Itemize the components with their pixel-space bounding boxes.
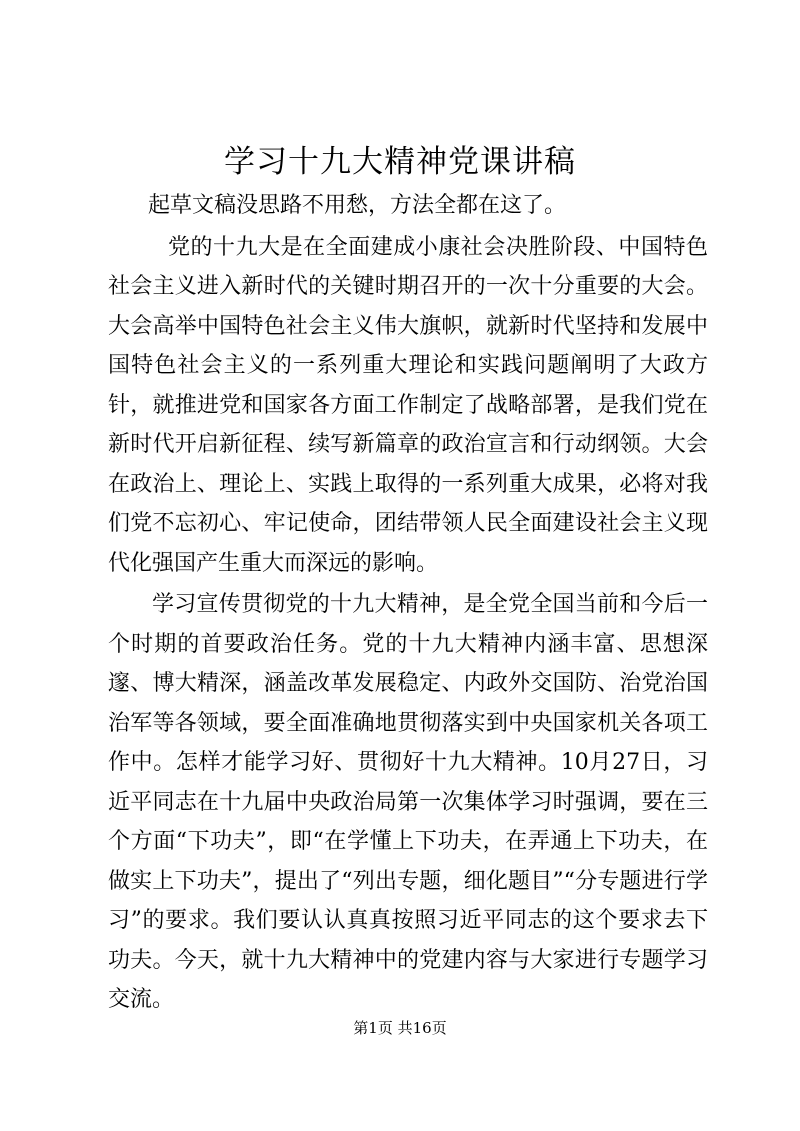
- document-title: 学习十九大精神党课讲稿: [224, 144, 576, 180]
- intro-paragraph: 起草文稿没思路不用愁，方法全都在这了。: [148, 193, 567, 218]
- body-paragraph-2: 学习宣传贯彻党的十九大精神，是全党全国当前和今后一个时期的首要政治任务。党的十九大精神内涵丰富、思想深邃、博大精深，涵盖改革发展稳定、内政外交国防、治党治国治军等各领域，要全面准确地贯彻落实到中央国家机关各项工作中。怎样才能学习好、贯彻好十九大精神。10月27日，习近平同志在十九届中央政治局第一次集体学习时强调，要在三个方面“下功夫”，即“在学懂上下功夫，在弄通上下功夫，在做实上下功夫”，提出了“列出专题，细化题目”“分专题进行学习”的要求。我们要认认真真按照习近平同志的这个要求去下功夫。今天，就十九大精神中的党建内容与大家进行专题学习交流。: [108, 592, 708, 1012]
- body-paragraph-1: 党的十九大是在全面建成小康社会决胜阶段、中国特色社会主义进入新时代的关键时期召开的一次十分重要的大会。大会高举中国特色社会主义伟大旗帜，就新时代坚持和发展中国特色社会主义的一系列重大理论和实践问题阐明了大政方针，就推进党和国家各方面工作制定了战略部署，是我们党在新时代开启新征程、续写新篇章的政治宣言和行动纲领。大会在政治上、理论上、实践上取得的一系列重大成果，必将对我们党不忘初心、牢记使命，团结带领人民全面建设社会主义现代化强国产生重大而深远的影响。: [108, 234, 708, 576]
- page-number-footer: 第1页 共16页: [353, 1019, 447, 1037]
- document-body: [108, 186, 708, 1020]
